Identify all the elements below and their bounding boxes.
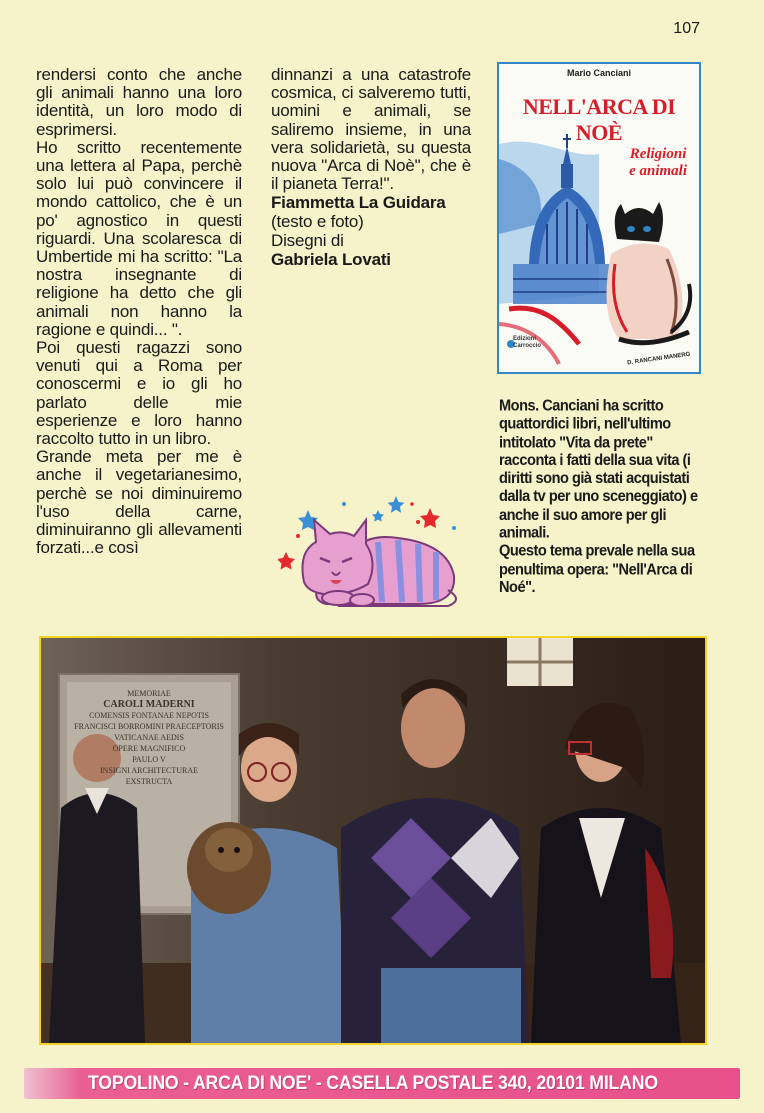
publisher-line: Carroccio: [513, 343, 542, 349]
book-subtitle-line: e animali: [629, 163, 687, 179]
paragraph: Grande meta per me è anche il vegetarianesimo, perchè se noi diminuiremo l'uso della carne, diminuiranno gli allevamenti forzati...e così: [36, 447, 242, 558]
plaque-line: PAULO V: [132, 755, 166, 764]
drawings-author: Gabriela Lovati: [271, 250, 391, 270]
book-publisher: [513, 336, 541, 350]
book-cover-image: [497, 62, 701, 374]
church-group-photo: [39, 636, 707, 1045]
paragraph: Poi questi ragazzi sono venuti qui a Roma per conoscermi e io gli ho parlato delle mie esperienze e loro hanno raccolto tutto in un libro.: [36, 338, 242, 449]
page-number: 107: [673, 20, 700, 37]
article-column-1: [36, 66, 242, 557]
book-subtitle-line: Religioni: [629, 146, 687, 162]
star-icon: [388, 496, 405, 513]
plaque-line: MEMORIAE: [127, 689, 171, 698]
book-signature: D. RANCANI MANERG: [627, 351, 692, 367]
plaque-line: FRANCISCI BORROMINI PRAECEPTORIS: [74, 722, 224, 731]
publisher-line: Edizioni: [513, 336, 536, 342]
plaque-line: EXSTRUCTA: [125, 777, 173, 786]
book-subtitle: [629, 146, 687, 180]
book-title: NELL'ARCA DI NOÈ: [522, 94, 676, 145]
drawings-label: Disegni di: [271, 231, 344, 251]
paragraph: dinnanzi a una catastrofe cosmica, ci salveremo tutti, uomini e animali, se saliremo insieme, in una vera solidarietà, su questa nuova "Arca di Noè", che è il pianeta Terra!".: [271, 65, 471, 194]
author-credit: [271, 193, 471, 231]
book-caption: [499, 398, 704, 598]
author-name: Fiammetta La Guidara: [271, 193, 446, 213]
plaque-line: OPERE MAGNIFICO: [112, 744, 186, 753]
plaque-line: VATICANAE AEDIS: [114, 733, 184, 742]
author-role: (testo e foto): [271, 212, 364, 232]
star-icon: [372, 510, 384, 522]
plaque-line: COMENSIS FONTANAE NEPOTIS: [89, 711, 209, 720]
caption-paragraph: Mons. Canciani ha scritto quattordici libri, nell'ultimo intitolato "Vita da prete" racconta i fatti della sua vita (i diritti sono già stati acquistati dalla tv per uno sceneggiato) e anche il suo amore per gli animali.: [499, 398, 698, 542]
paragraph: rendersi conto che anche gli animali hanno una loro identità, un loro modo di esprimersi.: [36, 65, 242, 139]
plaque-line: CAROLI MADERNI: [103, 699, 195, 710]
footer-address: TOPOLINO - ARCA DI NOE' - CASELLA POSTALE 340, 20101 MILANO: [88, 1073, 658, 1094]
drawings-credit: [271, 231, 471, 269]
article-column-2: [271, 66, 471, 269]
star-icon: [420, 508, 440, 528]
sleeping-cat-illustration: [278, 492, 468, 612]
star-icon: [278, 552, 295, 570]
plaque-line: INSIGNI ARCHITECTURAE: [100, 766, 198, 775]
caption-paragraph: Questo tema prevale nella sua penultima opera: "Nell'Arca di Noé".: [499, 543, 695, 597]
book-author: Mario Canciani: [566, 68, 631, 78]
paragraph: Ho scritto recentemente una lettera al Papa, perchè solo lui può convincere il mondo cattolico, che è un po' agnostico in questi riguardi. Una scolaresca di Umbertide mi ha scritto: "La nostra insegnante di religione ha detto che gli animali non hanno la ragione e quindi... ".: [36, 137, 242, 339]
memorial-plaque: [71, 688, 227, 787]
